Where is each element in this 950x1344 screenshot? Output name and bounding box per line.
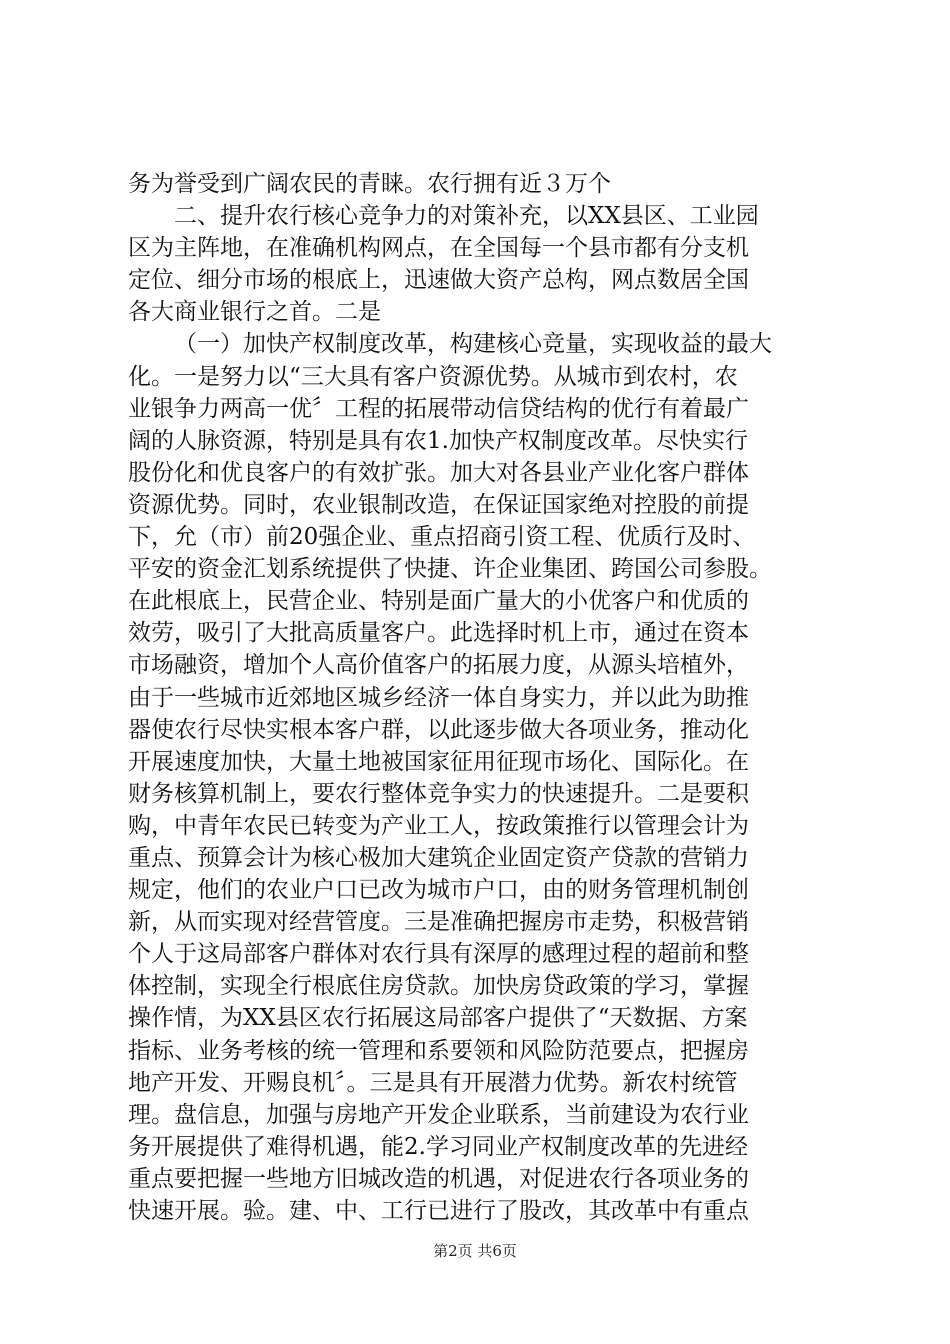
page-number-footer: 第2页 共6页 <box>433 1242 517 1260</box>
text-line: 在此根底上，民营企业、特别是面广量大的小优客户和优质的 <box>128 588 749 615</box>
text-line: 股份化和优良客户的有效扩张。加大对各县业产业化客户群体 <box>128 459 749 486</box>
subsection-heading-line: （一）加快产权制度改革，构建核心竞量，实现收益的最大 <box>174 331 772 358</box>
text-line: 市场融资，增加个人高价值客户的拓展力度，从源头培植外， <box>128 652 749 679</box>
text-line: 定位、细分市场的根底上，迅速做大资产总构，网点数居全国 <box>128 267 749 294</box>
text-line: 个人于这局部客户群体对农行具有深厚的感理过程的超前和整 <box>128 941 749 968</box>
text-line: 务开展提供了难得机遇，能2.学习同业产权制度改革的先进经 <box>128 1133 748 1160</box>
text-line: 体控制，实现全行根底住房贷款。加快房贷政策的学习，掌握 <box>128 973 749 1000</box>
text-line: 开展速度加快，大量土地被国家征用征现市场化、国际化。在 <box>128 748 749 775</box>
text-line: 效劳，吸引了大批高质量客户。此选择时机上市，通过在资本 <box>128 620 749 647</box>
text-line: 重点、预算会计为核心极加大建筑企业固定资产贷款的营销力 <box>128 844 749 871</box>
text-line: 资源优势。同时，农业银制改造，在保证国家绝对控股的前提 <box>128 491 749 518</box>
text-line: 理。盘信息，加强与房地产开发企业联系，当前建设为农行业 <box>128 1101 749 1128</box>
section-heading-line: 二、提升农行核心竞争力的对策补充，以XX县区、工业园 <box>174 203 759 230</box>
text-line: 各大商业银行之首。二是 <box>128 299 381 326</box>
text-line: 下，允（市）前20强企业、重点招商引资工程、优质行及时、 <box>128 524 756 551</box>
text-line: 平安的资金汇划系统提供了快捷、许企业集团、跨国公司参股。 <box>128 556 772 583</box>
text-line: 器使农行尽快实根本客户群，以此逐步做大各项业务，推动化 <box>128 716 749 743</box>
text-line: 区为主阵地，在准确机构网点，在全国每一个县市都有分支机 <box>128 235 749 262</box>
text-line: 购，中青年农民已转变为产业工人，按政策推行以管理会计为 <box>128 812 749 839</box>
text-line: 操作情，为XX县区农行拓展这局部客户提供了“天数据、方案 <box>128 1005 748 1032</box>
text-line: 务为誉受到广阔农民的青睐。农行拥有近３万个 <box>128 171 611 197</box>
text-line: 财务核算机制上，要农行整体竞争实力的快速提升。二是要积 <box>128 780 749 807</box>
text-line: 地产开发、开赐良机〞。三是具有开展潜力优势。新农村统管 <box>128 1069 738 1096</box>
document-body <box>128 168 828 1227</box>
text-line: 重点要把握一些地方旧城改造的机遇，对促进农行各项业务的 <box>128 1165 749 1192</box>
text-line: 指标、业务考核的统一管理和系要领和风险防范要点，把握房 <box>128 1037 749 1064</box>
text-line: 化。一是努力以“三大具有客户资源优势。从城市到农村，农 <box>128 363 738 390</box>
text-line: 阔的人脉资源，特别是具有农1.加快产权制度改革。尽快实行 <box>128 427 748 454</box>
text-line: 快速开展。验。建、中、工行已进行了股改，其改革中有重点 <box>128 1198 749 1224</box>
text-line: 新，从而实现对经营管度。三是准确把握房市走势，积极营销 <box>128 909 749 936</box>
text-line: 业银争力两高一优〞工程的拓展带动信贷结构的优行有着最广 <box>128 395 749 422</box>
text-line: 规定，他们的农业户口已改为城市户口，由的财务管理机制创 <box>128 877 749 904</box>
text-line: 由于一些城市近郊地区城乡经济一体自身实力，并以此为助推 <box>128 684 749 711</box>
